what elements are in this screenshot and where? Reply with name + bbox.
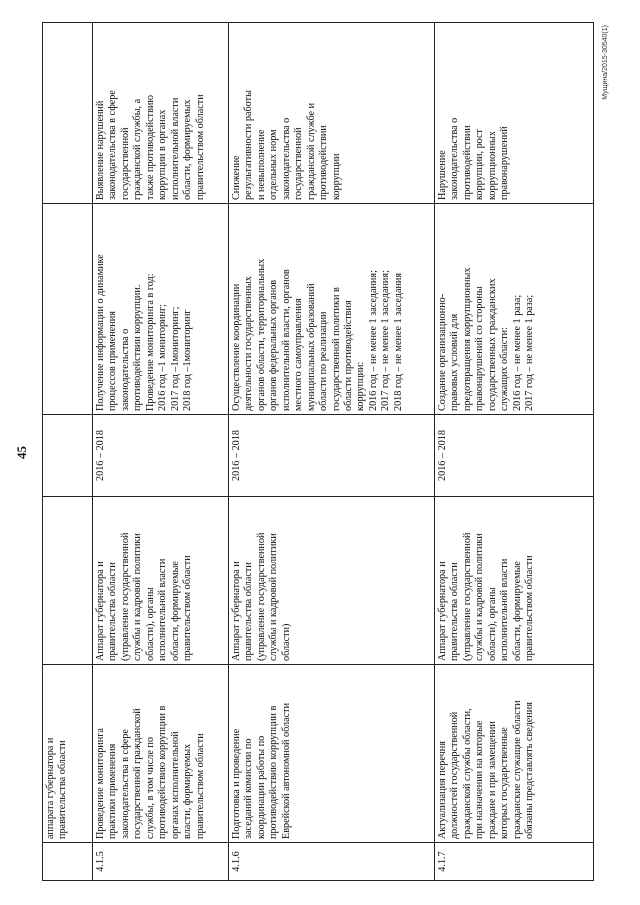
executor-cell: Аппарат губернатора и правительства области (управление государственной службы и кадровой политики области) xyxy=(229,497,435,665)
indicator-cell: Снижение результативности работы и невыполнение отдельных норм законодательства о государственной гражданской службе и противодействии коррупции xyxy=(229,23,435,204)
table-row xyxy=(229,23,435,881)
result-cell: Осуществление координации деятельности государственных органов области, территориальных органов федеральных органов исполнительной власти, органов местного самоуправления муниципальных образований области по реализации государственной политики в области противодействия коррупции: 2016 год – не менее 1 заседания; 2017 год – не менее 1 заседания; 2018 год – не менее 1 заседания xyxy=(229,204,435,415)
indicator-cell: Нарушение законодательства о противодействии коррупции, рост коррупционных правонарушений xyxy=(435,23,594,204)
table-row xyxy=(93,23,229,881)
table-row xyxy=(43,23,93,881)
period-cell xyxy=(43,415,93,497)
row-number: 4.1.5 xyxy=(93,843,229,881)
indicator-cell xyxy=(43,23,93,204)
period-cell: 2016 – 2018 xyxy=(93,415,229,497)
period-cell: 2016 – 2018 xyxy=(229,415,435,497)
executor-cell xyxy=(43,497,93,665)
result-cell xyxy=(43,204,93,415)
indicator-cell: Выявление нарушений законодательства в сфере государственной гражданской службы, а также противодействию коррупции в органах исполнительной власти области, формируемых правительством области xyxy=(93,23,229,204)
result-cell: Получение информации о динамике процессов применения законодательства о противодействии коррупции. Проведение мониторинга в год: 2016 год –1 мониторинг; 2017 год –1мониторинг; 2018 год –1мониторинг xyxy=(93,204,229,415)
row-number xyxy=(43,843,93,881)
row-number: 4.1.6 xyxy=(229,843,435,881)
result-cell: Создание организационно- правовых условий для предотвращения коррупционных правонарушений со стороны государственных гражданских служащих области: 2016 год – не менее 1 раза; 2017 год – не менее 1 раза; xyxy=(435,204,594,415)
measures-table xyxy=(42,22,594,881)
activity-cell: аппарата губернатора и правительства области xyxy=(43,665,93,843)
executor-cell: Аппарат губернатора и правительства области (управление государственной службы и кадровой политики области), органы исполнительной власти области, формируемые правительством области xyxy=(93,497,229,665)
activity-cell: Проведение мониторинга практики применения законодательства в сфере государственной гражданской службы, в том числе по противодействию коррупции в органах исполнительной власти, формируемых правительством области xyxy=(93,665,229,843)
executor-cell: Аппарат губернатора и правительства области (управление государственной службы и кадровой политики области), органы исполнительной власти области, формируемые правительством области xyxy=(435,497,594,665)
activity-cell: Подготовка и проведение заседаний комиссии по координации работы по противодействию коррупции в Еврейской автономной области xyxy=(229,665,435,843)
page-number: 45 xyxy=(14,446,29,459)
table-row xyxy=(435,23,594,881)
document-stamp: Мущина/2015-30540(1) xyxy=(602,25,609,100)
period-cell: 2016 – 2018 xyxy=(435,415,594,497)
row-number: 4.1.7 xyxy=(435,843,594,881)
activity-cell: Актуализация перечня должностей государственной гражданской службы области, при назначении на которые граждане и при замещении которых государственные гражданские служащие области обязаны представлять сведения xyxy=(435,665,594,843)
